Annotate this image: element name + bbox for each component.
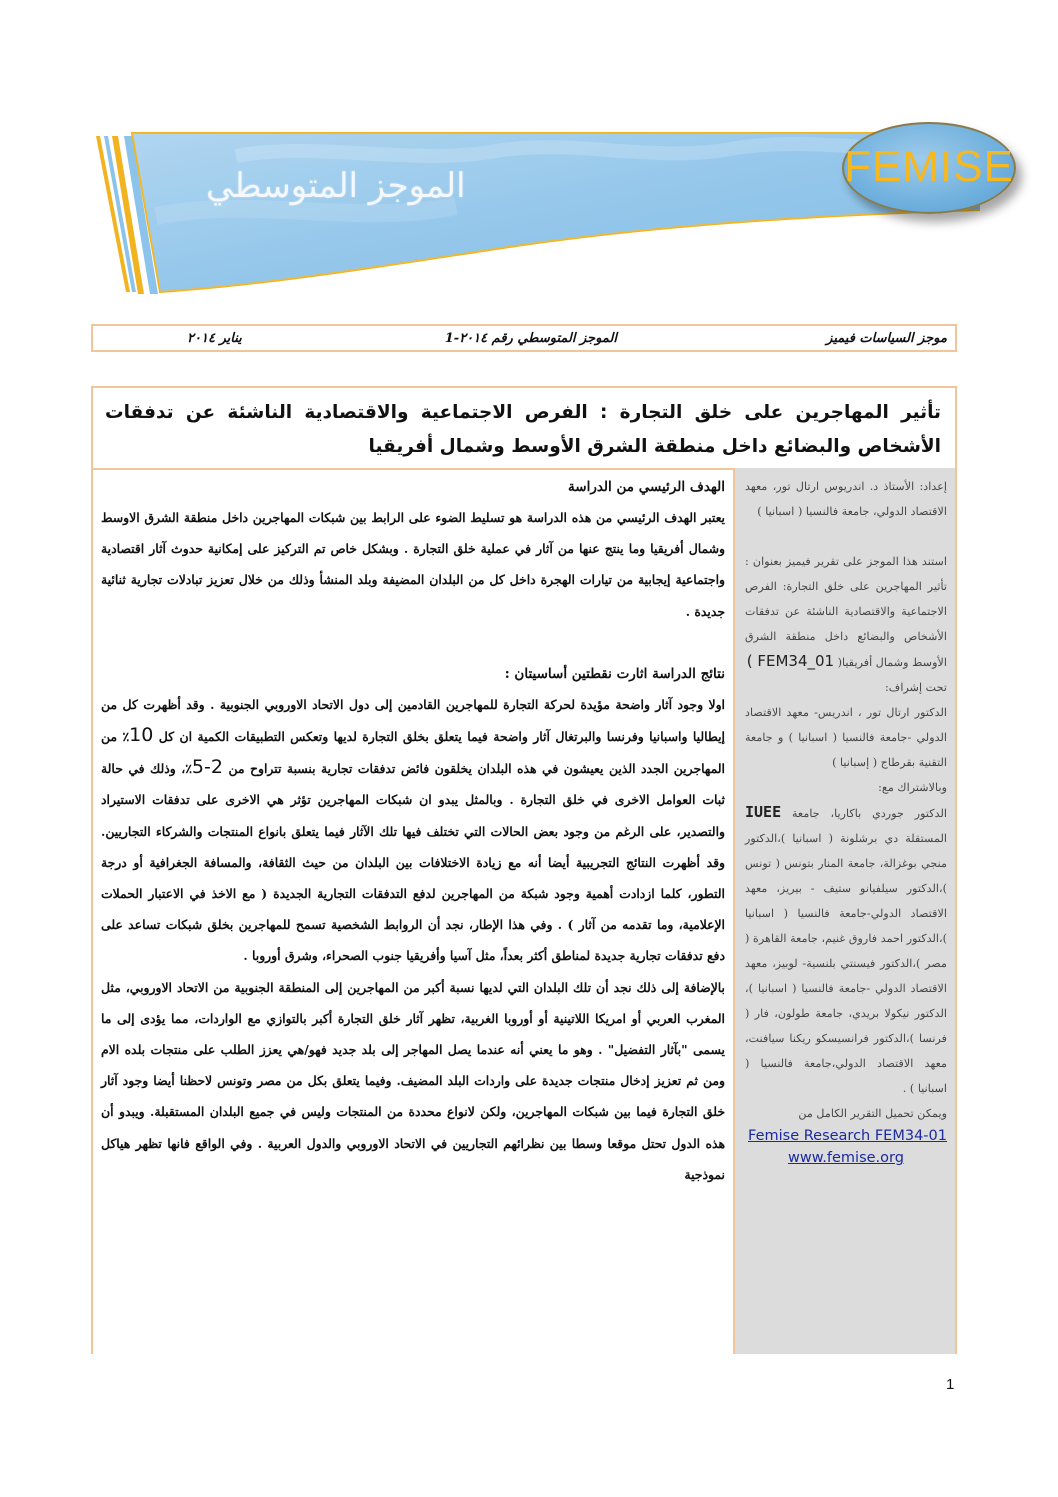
participation-label: وبالاشتراك مع: bbox=[878, 781, 947, 794]
website-link[interactable]: www.femise.org bbox=[788, 1150, 904, 1166]
results-text-c: ٪، وذلك في حالة ثبات العوامل الاخرى في خلق التجارة . وبالمثل يبدو ان شبكات المهاجرين تؤثر هي الاخرى على تدفقات الاستيراد والتصدير، على الرغم من وجود بعض الحالات التي تختلف فيها تلك الآثار فيما يتعلق بانواع المنتجات والشركاء التجاريين. وقد أظهرت النتائج التجريبية أيضا أنه مع زيادة الاختلافات بين البلدان من حيث الثقافة، والمسافة الجغرافية أو درجة التطور، كلما ازدادت أهمية وجود شبكة من المهاجرين لدفع التدفقات التجارية الجديدة ( مع الاخذ في الاعتبار الحملات الإعلامية، وما تقدمه من آثار ) . وفي هذا الإطار، نجد أن الروابط الشخصية تسمح للمهاجرين بخلق شبكات تساعد على دفع تدفقات تجارية جديدة لمناطق أكثر بعداً، مثل آسيا وأفريقيا جنوب الصحراء، وشرق أوروبا . bbox=[101, 761, 725, 964]
prepared-by: إعداد: الأستاذ د. اندريوس ارتال تور، معهد الاقتصاد الدولي، جامعة فالنسيا ( اسبانيا ) bbox=[745, 480, 947, 518]
banner-title: الموجز المتوسطي bbox=[206, 166, 466, 206]
report-code: FEM34_01 ) bbox=[746, 652, 835, 670]
results-heading: نتائج الدراسة اثارت نقطتين أساسيتان : bbox=[504, 665, 725, 682]
sidebar-credits bbox=[733, 468, 955, 1354]
results-text-b: ٪ من المهاجرين الجدد الذين يعيشون في هذه البلدان يخلقون فائض تدفقات تجارية بنسبة تتراوح من bbox=[101, 729, 725, 777]
objective-heading: الهدف الرئيسي من الدراسة bbox=[568, 479, 725, 495]
info-bar bbox=[91, 324, 957, 352]
supervision-label: تحت إشراف: bbox=[884, 681, 947, 694]
participation bbox=[745, 800, 947, 1101]
results-text-a: اولا وجود آثار واضحة مؤيدة لحركة التجارة للمهاجرين القادمين إلى دول الاتحاد الاوروبي الجنوبية . وقد أظهرت كل من إيطاليا واسبانيا وفرنسا والبرتغال آثار واضحة فيما يتعلق بخلق التجارة لديها وتعكس التطبيقات الكمية ان كل bbox=[101, 696, 725, 745]
main-content bbox=[101, 468, 725, 1354]
document-title: تأثير المهاجرين على خلق التجارة : الفرص الاجتماعية والاقتصادية الناشئة عن تدفقات الأشخاص والبضائع داخل منطقة الشرق الأوسط وشمال أفريقيا bbox=[105, 402, 941, 457]
participation-text: المستقلة دي برشلونة ( اسبانيا )،الدكتور منجي بوغزالة، جامعة المنار بتونس ( تونس )،الدكتور سيلفيانو ستيف - بيريز، معهد الاقتصاد الدولي-جامعة فالنسيا ( اسبانيا )،الدكتور احمد فاروق غنيم، جامعة القاهرة ( مصر )،الدكتور فيسنتي بلنسية- لوبيز، معهد الاقتصاد الدولي -جامعة فالنسيا ( اسبانيا )، الدكتور نيكولا بريدي، جامعة طولون، فار ( فرنسا )،الدكتور فرانسيسكو ريكنا سيافنت، معهد الاقتصاد الدولي،جامعة فالنسيا ( اسبانيا ) . bbox=[745, 832, 947, 1095]
range-value: 2-5 bbox=[191, 756, 223, 779]
report-link[interactable]: Femise Research FEM34-01 bbox=[748, 1128, 947, 1144]
page-number: 1 bbox=[946, 1376, 955, 1393]
download-text: ويمكن تحميل التقرير الكامل من bbox=[798, 1107, 947, 1120]
title-box bbox=[93, 388, 955, 470]
supervision: الدكتور ارتال تور ، اندريس- معهد الاقتصاد الدولي -جامعة فالنسيا ( اسبانيا ) و جامعة التقنية بقرطاج ( إسبانيا ) bbox=[745, 706, 947, 769]
femise-logo bbox=[842, 122, 1016, 214]
based-on bbox=[745, 549, 947, 675]
series-label: موجز السياسات فيميز bbox=[826, 331, 947, 346]
main-frame bbox=[91, 386, 957, 1354]
percent-value: 10 bbox=[129, 724, 154, 747]
logo-text: FEMISE bbox=[844, 142, 1014, 191]
date-label: يناير ٢٠١٤ bbox=[187, 331, 242, 346]
based-on-text: استند هذا الموجز على تقرير فيميز بعنوان : تأثير المهاجرين على خلق التجارة: الفرص الاجتماعية والاقتصادية الناشئة عن تدفقات الأشخاص والبضائع داخل منطقة الشرق الأوسط وشمال أفريقيا( bbox=[745, 555, 947, 669]
objective-paragraph: يعتبر الهدف الرئيسي من هذه الدراسة هو تسليط الضوء على الرابط بين شبكات المهاجرين داخل منطقة الشرق الاوسط وشمال أفريقيا وما ينتج عنها من آثار في عملية خلق التجارة . وبشكل خاص تم التركيز على إمكانية حدوث آثار اقتصادية واجتماعية إيجابية من تيارات الهجرة داخل كل من البلدان المضيفة وبلد المنشأ وذلك من خلال تعزيز تبادلات تجارية ثنائية جديدة . bbox=[101, 510, 725, 619]
results-paragraph-2: بالإضافة إلى ذلك نجد أن تلك البلدان التي لديها نسبة أكبر من المهاجرين إلى المنطقة الجنوبية من الاتحاد الاوروبي، مثل المغرب العربي أو امريكا اللاتينية أو أوروبا الغربية، تظهر آثار خلق التجارة أكبر بالتوازي مع الواردات، مما يؤدى إلى ما يسمى "بآثار التفضيل" . وهو ما يعني أنه عندما يصل المهاجر إلى بلد جديد فهو/هي يعزز الطلب على منتجات بلده الام ومن ثم تعزيز إدخال منتجات جديدة على واردات البلد المضيف. وفيما يتعلق بكل من مصر وتونس لاحظنا أيضا وجود آثار خلق التجارة فيما بين شبكات المهاجرين، ولكن لانواع محددة من المنتجات وليس في جميع البلدان المستقبلة. ويبدو أن هذه الدول تحتل موقعا وسطا بين نظرائهم التجاريين في الاتحاد الاوروبي والدول العربية . وفي الواقع فانها تظهر هياكل نموذجية bbox=[101, 979, 725, 1182]
iuee-label: IUEE bbox=[745, 803, 782, 821]
participation-prefix: الدكتور جوردي باكاريا، جامعة bbox=[791, 807, 947, 820]
results-paragraph-1 bbox=[101, 689, 725, 972]
issue-label: الموجز المتوسطي رقم ٢٠١٤-1 bbox=[444, 331, 617, 346]
